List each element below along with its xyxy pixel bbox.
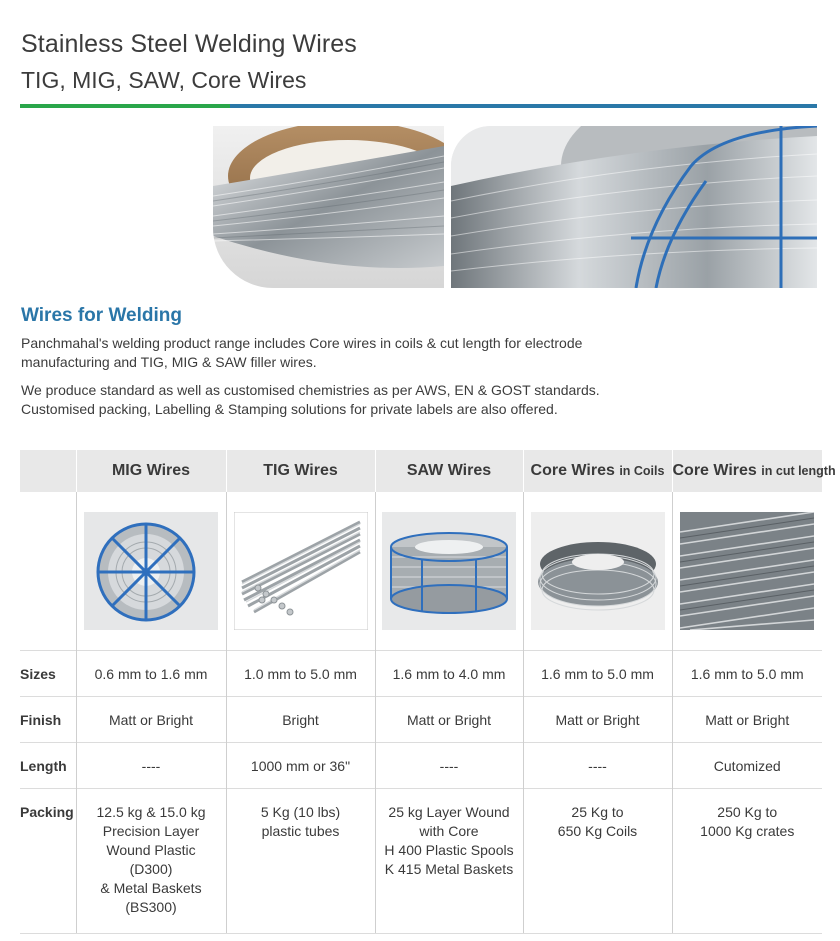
page-subtitle: TIG, MIG, SAW, Core Wires: [21, 67, 307, 93]
hero-image-wire-spool: [451, 126, 817, 288]
product-image-cell: [672, 492, 822, 651]
row-label: Finish: [20, 697, 76, 743]
product-image-cell: [375, 492, 523, 651]
product-image-cell: [523, 492, 672, 651]
core-coil-image: [531, 512, 665, 630]
section-heading-wires: Wires for Welding: [21, 305, 182, 326]
core-cut-length-image: [680, 512, 814, 630]
column-header-tig: TIG Wires: [226, 450, 375, 492]
table-cell: ----: [523, 743, 672, 789]
intro-paragraph-2: We produce standard as well as customised chemistries as per AWS, EN & GOST standards. Customised packing, Labelling & Stamping solutions for private labels are also offered.: [21, 382, 600, 417]
column-header-saw: SAW Wires: [375, 450, 523, 492]
table-cell: 1.6 mm to 5.0 mm: [523, 651, 672, 697]
row-label: Sizes: [20, 651, 76, 697]
table-row-length: [20, 743, 822, 789]
mig-spool-image: [84, 512, 218, 630]
table-cell: 1.0 mm to 5.0 mm: [226, 651, 375, 697]
row-label: Length: [20, 743, 76, 789]
table-cell: 25 Kg to 650 Kg Coils: [523, 789, 672, 934]
table-cell: 5 Kg (10 lbs) plastic tubes: [226, 789, 375, 934]
table-cell: Cutomized: [672, 743, 822, 789]
table-cell: 1.6 mm to 5.0 mm: [672, 651, 822, 697]
table-image-row: [20, 492, 822, 651]
table-cell: 1000 mm or 36": [226, 743, 375, 789]
saw-coil-image: [382, 512, 516, 630]
table-cell: ----: [76, 743, 226, 789]
table-cell: 250 Kg to 1000 Kg crates: [672, 789, 822, 934]
table-cell: 25 kg Layer Wound with Core H 400 Plastic Spools K 415 Metal Baskets: [375, 789, 523, 934]
tig-rods-image: [234, 512, 368, 630]
product-image-cell: [76, 492, 226, 651]
table-cell: Matt or Bright: [76, 697, 226, 743]
column-header-mig: MIG Wires: [76, 450, 226, 492]
product-table: [20, 450, 836, 934]
table-row-sizes: [20, 651, 822, 697]
table-row-packing: [20, 789, 822, 934]
table-row-finish: [20, 697, 822, 743]
table-header-row: [20, 450, 822, 492]
image-row-blank: [20, 492, 76, 651]
page-title: Stainless Steel Welding Wires: [21, 30, 357, 58]
table-cell: ----: [375, 743, 523, 789]
product-image-cell: [226, 492, 375, 651]
table-cell: 12.5 kg & 15.0 kg Precision Layer Wound Plastic (D300) & Metal Baskets (BS300): [76, 789, 226, 934]
title-rule-blue: [230, 104, 817, 108]
column-header-core-coils: Core Wires in Coils: [523, 450, 672, 492]
header-blank: [20, 450, 76, 492]
table-cell: 0.6 mm to 1.6 mm: [76, 651, 226, 697]
table-cell: Matt or Bright: [375, 697, 523, 743]
column-header-core-cut: Core Wires in cut length: [672, 450, 822, 492]
hero-image-wire-coil: [213, 126, 444, 288]
table-cell: 1.6 mm to 4.0 mm: [375, 651, 523, 697]
table-cell: Matt or Bright: [523, 697, 672, 743]
table-cell: Matt or Bright: [672, 697, 822, 743]
title-rule-green: [20, 104, 230, 108]
table-cell: Bright: [226, 697, 375, 743]
row-label: Packing: [20, 789, 76, 934]
intro-paragraph-1: Panchmahal's welding product range includes Core wires in coils & cut length for electrode manufacturing and TIG, MIG & SAW filler wires.: [21, 335, 583, 370]
